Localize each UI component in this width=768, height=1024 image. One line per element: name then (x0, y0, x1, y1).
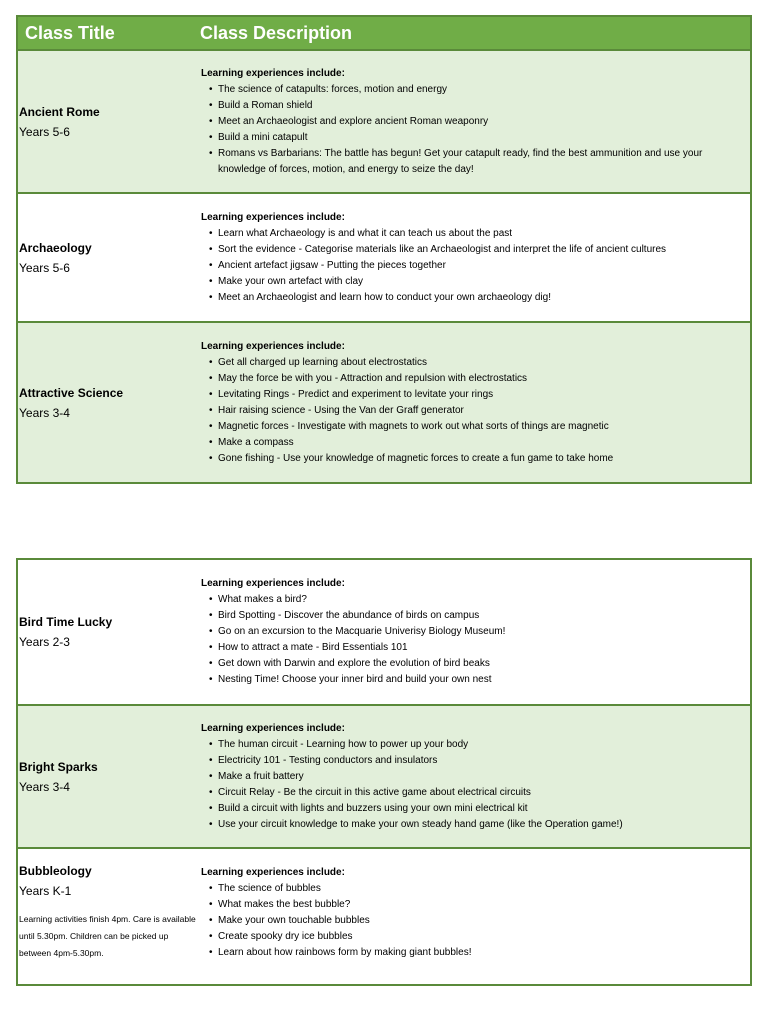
class-row-bright-sparks (18, 704, 750, 847)
learning-intro: Learning experiences include: (201, 340, 345, 352)
header-class-title: Class Title (25, 22, 115, 43)
list-item: • Use your circuit knowledge to make your own steady hand game (like the Operation game!) (201, 817, 750, 833)
list-item: • Gone fishing - Use your knowledge of magnetic forces to create a fun game to take home (201, 451, 750, 467)
learning-list (201, 82, 750, 178)
list-item: • Go on an excursion to the Macquarie Univerisy Biology Museum! (201, 624, 750, 640)
list-item: • Create spooky dry ice bubbles (201, 929, 750, 945)
class-years: Years 5-6 (19, 124, 70, 139)
list-item: • How to attract a mate - Bird Essentials 101 (201, 640, 750, 656)
list-item: • Make your own touchable bubbles (201, 913, 750, 929)
list-item: • Magnetic forces - Investigate with magnets to work out what sorts of things are magnetic (201, 419, 750, 435)
class-years: Years 2-3 (19, 635, 70, 649)
list-item: • Romans vs Barbarians: The battle has begun! Get your catapult ready, find the best ammunition and use your knowledge of forces, motion, and energy to seize the day! (201, 146, 750, 178)
class-years: Years 5-6 (19, 260, 70, 275)
class-row-archaeology (18, 192, 750, 321)
learning-list (201, 355, 750, 467)
list-item: • Build a Roman shield (201, 98, 750, 114)
list-item: • Make a fruit battery (201, 769, 750, 785)
class-name: Archaeology (19, 240, 92, 255)
learning-list (201, 737, 750, 833)
table-header (18, 17, 750, 49)
class-name: Ancient Rome (19, 104, 100, 119)
list-item: • Circuit Relay - Be the circuit in this active game about electrical circuits (201, 785, 750, 801)
class-years: Years 3-4 (19, 779, 70, 794)
learning-intro: Learning experiences include: (201, 67, 345, 79)
list-item: • Learn what Archaeology is and what it can teach us about the past (201, 226, 750, 242)
class-title-cell (18, 51, 201, 192)
learning-list (201, 881, 750, 961)
list-item: • Hair raising science - Using the Van der Graff generator (201, 403, 750, 419)
list-item: • The science of catapults: forces, motion and energy (201, 82, 750, 98)
class-description-cell (201, 706, 750, 847)
class-title-cell (18, 323, 201, 482)
list-item: • The science of bubbles (201, 881, 750, 897)
class-title-cell (18, 560, 201, 704)
list-item: • Sort the evidence - Categorise materials like an Archaeologist and interpret the life of ancient cultures (201, 242, 750, 258)
class-description-cell (201, 849, 750, 984)
learning-list (201, 592, 750, 688)
list-item: • Electricity 101 - Testing conductors and insulators (201, 753, 750, 769)
list-item: • May the force be with you - Attraction and repulsion with electrostatics (201, 371, 750, 387)
class-name: Bright Sparks (19, 759, 98, 774)
header-class-description: Class Description (200, 22, 353, 43)
list-item: • The human circuit - Learning how to power up your body (201, 737, 750, 753)
class-description-cell (201, 560, 750, 704)
class-description-cell (201, 51, 750, 192)
list-item: • Make a compass (201, 435, 750, 451)
list-item: • Get down with Darwin and explore the evolution of bird beaks (201, 656, 750, 672)
class-years: Years K-1 (19, 884, 72, 898)
class-title-cell (18, 706, 201, 847)
class-table-1 (16, 15, 752, 484)
list-item: • Nesting Time! Choose your inner bird and build your own nest (201, 672, 750, 688)
list-item: • Meet an Archaeologist and explore ancient Roman weaponry (201, 114, 750, 130)
class-years: Years 3-4 (19, 405, 70, 420)
learning-intro: Learning experiences include: (201, 722, 345, 734)
learning-intro: Learning experiences include: (201, 578, 345, 589)
class-description-cell (201, 323, 750, 482)
list-item: • Make your own artefact with clay (201, 274, 750, 290)
list-item: • Learn about how rainbows form by making giant bubbles! (201, 945, 750, 961)
class-row-ancient-rome (18, 49, 750, 192)
list-item: • Build a circuit with lights and buzzers using your own mini electrical kit (201, 801, 750, 817)
class-name: Bird Time Lucky (19, 615, 113, 629)
class-title-cell (18, 849, 201, 984)
list-item: • What makes a bird? (201, 592, 750, 608)
list-item: • Ancient artefact jigsaw - Putting the pieces together (201, 258, 750, 274)
learning-list (201, 226, 750, 306)
list-item: • Get all charged up learning about electrostatics (201, 355, 750, 371)
list-item: • Bird Spotting - Discover the abundance of birds on campus (201, 608, 750, 624)
class-row-attractive-science (18, 321, 750, 482)
class-row-bubbleology (18, 847, 750, 984)
class-name: Attractive Science (19, 385, 124, 400)
list-item: • Levitating Rings - Predict and experiment to levitate your rings (201, 387, 750, 403)
class-row-bird-time-lucky (18, 560, 750, 704)
class-table-2 (16, 558, 752, 986)
list-item: • Meet an Archaeologist and learn how to conduct your own archaeology dig! (201, 290, 750, 306)
list-item: • Build a mini catapult (201, 130, 750, 146)
list-item: • What makes the best bubble? (201, 897, 750, 913)
care-note: Learning activities finish 4pm. Care is available until 5.30pm. Children can be picked up between 4pm-5.30pm. (19, 914, 196, 958)
learning-intro: Learning experiences include: (201, 211, 345, 223)
learning-intro: Learning experiences include: (201, 867, 345, 878)
class-description-cell (201, 194, 750, 321)
class-title-cell (18, 194, 201, 321)
class-name: Bubbleology (19, 864, 92, 878)
